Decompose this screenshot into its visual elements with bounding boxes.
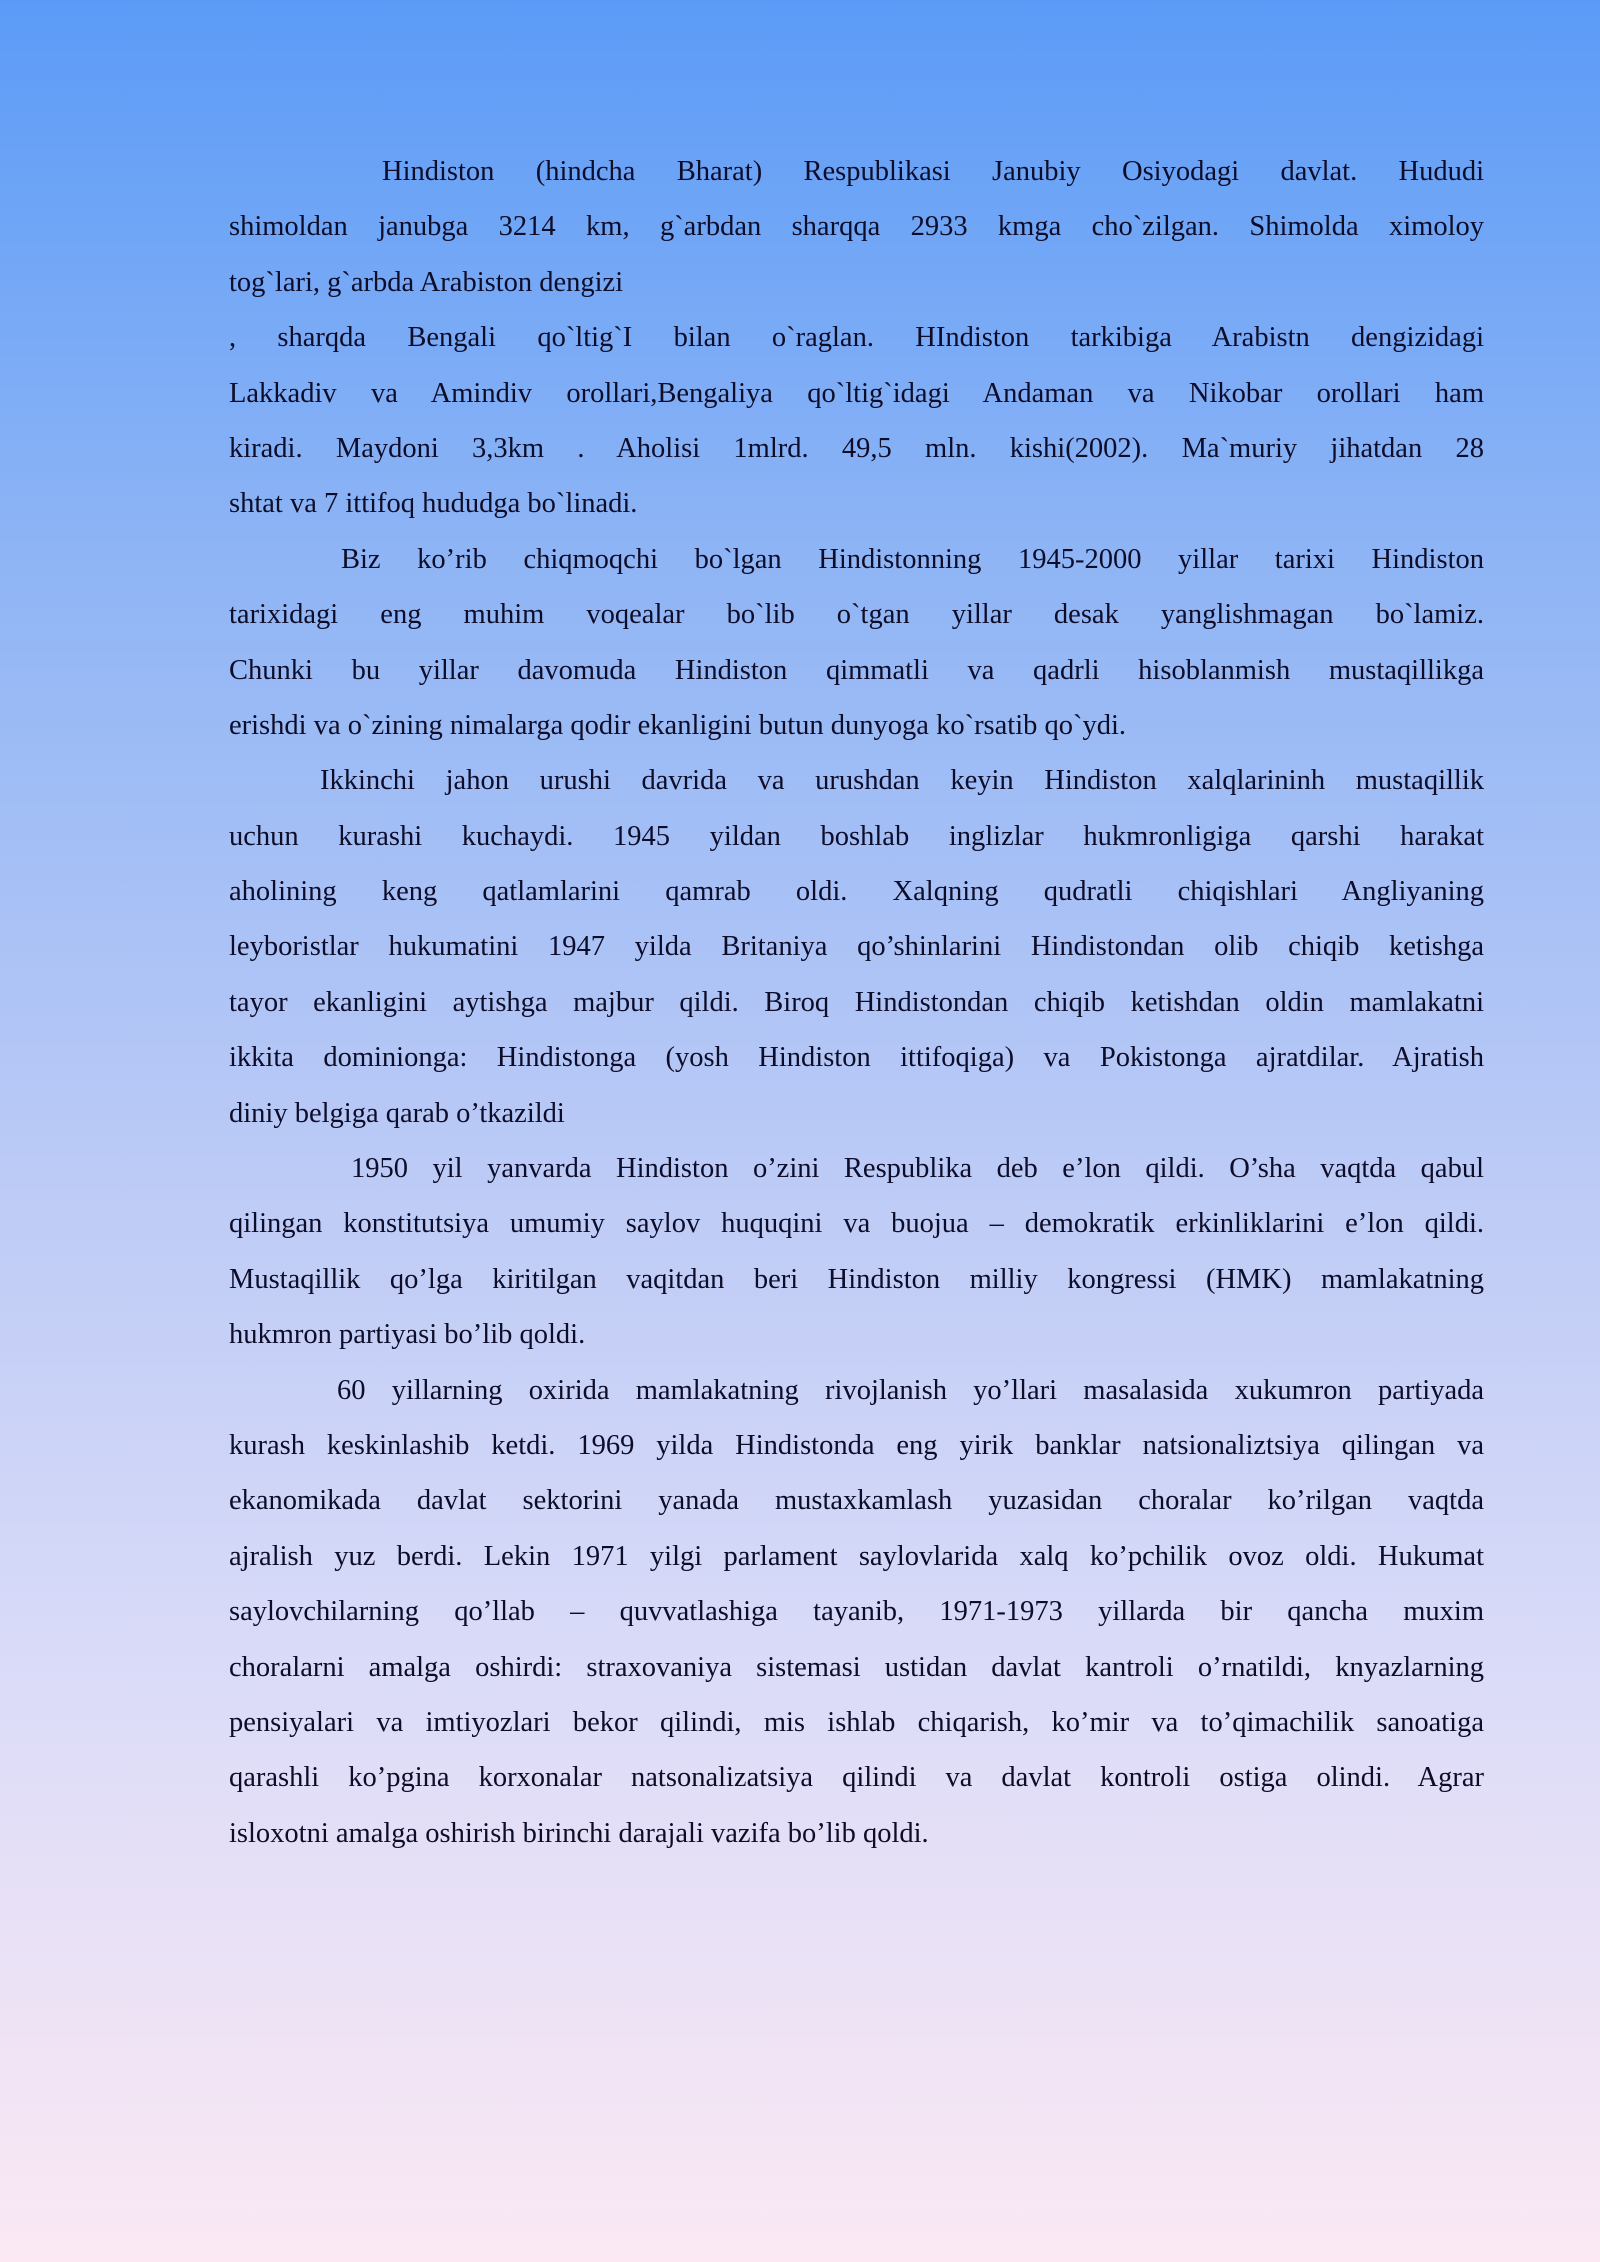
text-line: kiradi. Maydoni 3,3km . Aholisi 1mlrd. 49,5 mln. kishi(2002). Ma`muriy jihatdan 28: [229, 432, 1484, 464]
text-line: Biz ko’rib chiqmoqchi bo`lgan Hindistonning 1945-2000 yillar tarixi Hindiston: [341, 543, 1484, 575]
paragraph-5: [229, 1363, 1484, 1862]
text-line: kurash keskinlashib ketdi. 1969 yilda Hindistonda eng yirik banklar natsionaliztsiya qilingan va: [229, 1429, 1484, 1461]
text-line: ajralish yuz berdi. Lekin 1971 yilgi parlament saylovlarida xalq ko’pchilik ovoz oldi. Hukumat: [229, 1540, 1484, 1572]
text-line: ikkita dominionga: Hindistonga (yosh Hindiston ittifoqiga) va Pokistonga ajratdilar. Ajratish: [229, 1042, 1484, 1074]
text-line: Hindiston (hindcha Bharat) Respublikasi Janubiy Osiyodagi davlat. Hududi: [382, 156, 1484, 187]
text-line: Lakkadiv va Amindiv orollari,Bengaliya qo`ltig`idagi Andaman va Nikobar orollari ham: [229, 377, 1484, 409]
document-body: [229, 144, 1484, 1861]
text-line: leyboristlar hukumatini 1947 yilda Britaniya qo’shinlarini Hindistondan olib chiqib ketishga: [229, 931, 1484, 963]
text-line: diniy belgiga qarab o’tkazildi: [229, 1097, 565, 1129]
paragraph-1: [229, 144, 1484, 532]
text-line: 60 yillarning oxirida mamlakatning rivojlanish yo’llari masalasida xukumron partiyada: [337, 1374, 1484, 1406]
text-line: , sharqda Bengali qo`ltig`I bilan o`raglan. HIndiston tarkibiga Arabistn dengizidagi: [229, 322, 1484, 354]
text-line: qarashli ko’pgina korxonalar natsonalizatsiya qilindi va davlat kontroli ostiga olindi. Agrar: [229, 1762, 1484, 1794]
text-line: aholining keng qatlamlarini qamrab oldi. Xalqning qudratli chiqishlari Angliyaning: [229, 876, 1484, 908]
text-line: Ikkinchi jahon urushi davrida va urushdan keyin Hindiston xalqlarininh mustaqillik: [320, 765, 1484, 797]
text-line: shtat va 7 ittifoq hududga bo`linadi.: [229, 488, 638, 520]
text-line: isloxotni amalga oshirish birinchi darajali vazifa bo’lib qoldi.: [229, 1817, 929, 1849]
text-line: ekanomikada davlat sektorini yanada mustaxkamlash yuzasidan choralar ko’rilgan vaqtda: [229, 1485, 1484, 1517]
text-line: choralarni amalga oshirdi: straxovaniya sistemasi ustidan davlat kantroli o’rnatildi, knyazlarning: [229, 1651, 1484, 1683]
text-line: shimoldan janubga 3214 km, g`arbdan sharqqa 2933 kmga cho`zilgan. Shimolda ximoloy: [229, 211, 1484, 243]
text-line: tarixidagi eng muhim voqealar bo`lib o`tgan yillar desak yanglishmagan bo`lamiz.: [229, 599, 1484, 631]
text-line: uchun kurashi kuchaydi. 1945 yildan boshlab inglizlar hukmronligiga qarshi harakat: [229, 820, 1484, 852]
text-line: pensiyalari va imtiyozlari bekor qilindi, mis ishlab chiqarish, ko’mir va to’qimachilik sanoatiga: [229, 1706, 1484, 1738]
text-line: tog`lari, g`arbda Arabiston dengizi: [229, 266, 624, 298]
text-line: saylovchilarning qo’llab – quvvatlashiga tayanib, 1971-1973 yillarda bir qancha muxim: [229, 1596, 1484, 1628]
text-line: Chunki bu yillar davomuda Hindiston qimmatli va qadrli hisoblanmish mustaqillikga: [229, 654, 1484, 686]
paragraph-3: [229, 753, 1484, 1141]
text-line: qilingan konstitutsiya umumiy saylov huquqini va buojua – demokratik erkinliklarini e’lon qildi.: [229, 1208, 1484, 1240]
text-line: hukmron partiyasi bo’lib qoldi.: [229, 1319, 586, 1351]
paragraph-2: [229, 532, 1484, 754]
text-line: tayor ekanligini aytishga majbur qildi. Biroq Hindistondan chiqib ketishdan oldin mamlakatni: [229, 986, 1484, 1018]
paragraph-4: [229, 1141, 1484, 1363]
text-line: erishdi va o`zining nimalarga qodir ekanligini butun dunyoga ko`rsatib qo`ydi.: [229, 709, 1127, 741]
text-line: Mustaqillik qo’lga kiritilgan vaqitdan beri Hindiston milliy kongressi (HMK) mamlakatning: [229, 1263, 1484, 1295]
text-line: 1950 yil yanvarda Hindiston o’zini Respublika deb e’lon qildi. O’sha vaqtda qabul: [351, 1153, 1484, 1185]
